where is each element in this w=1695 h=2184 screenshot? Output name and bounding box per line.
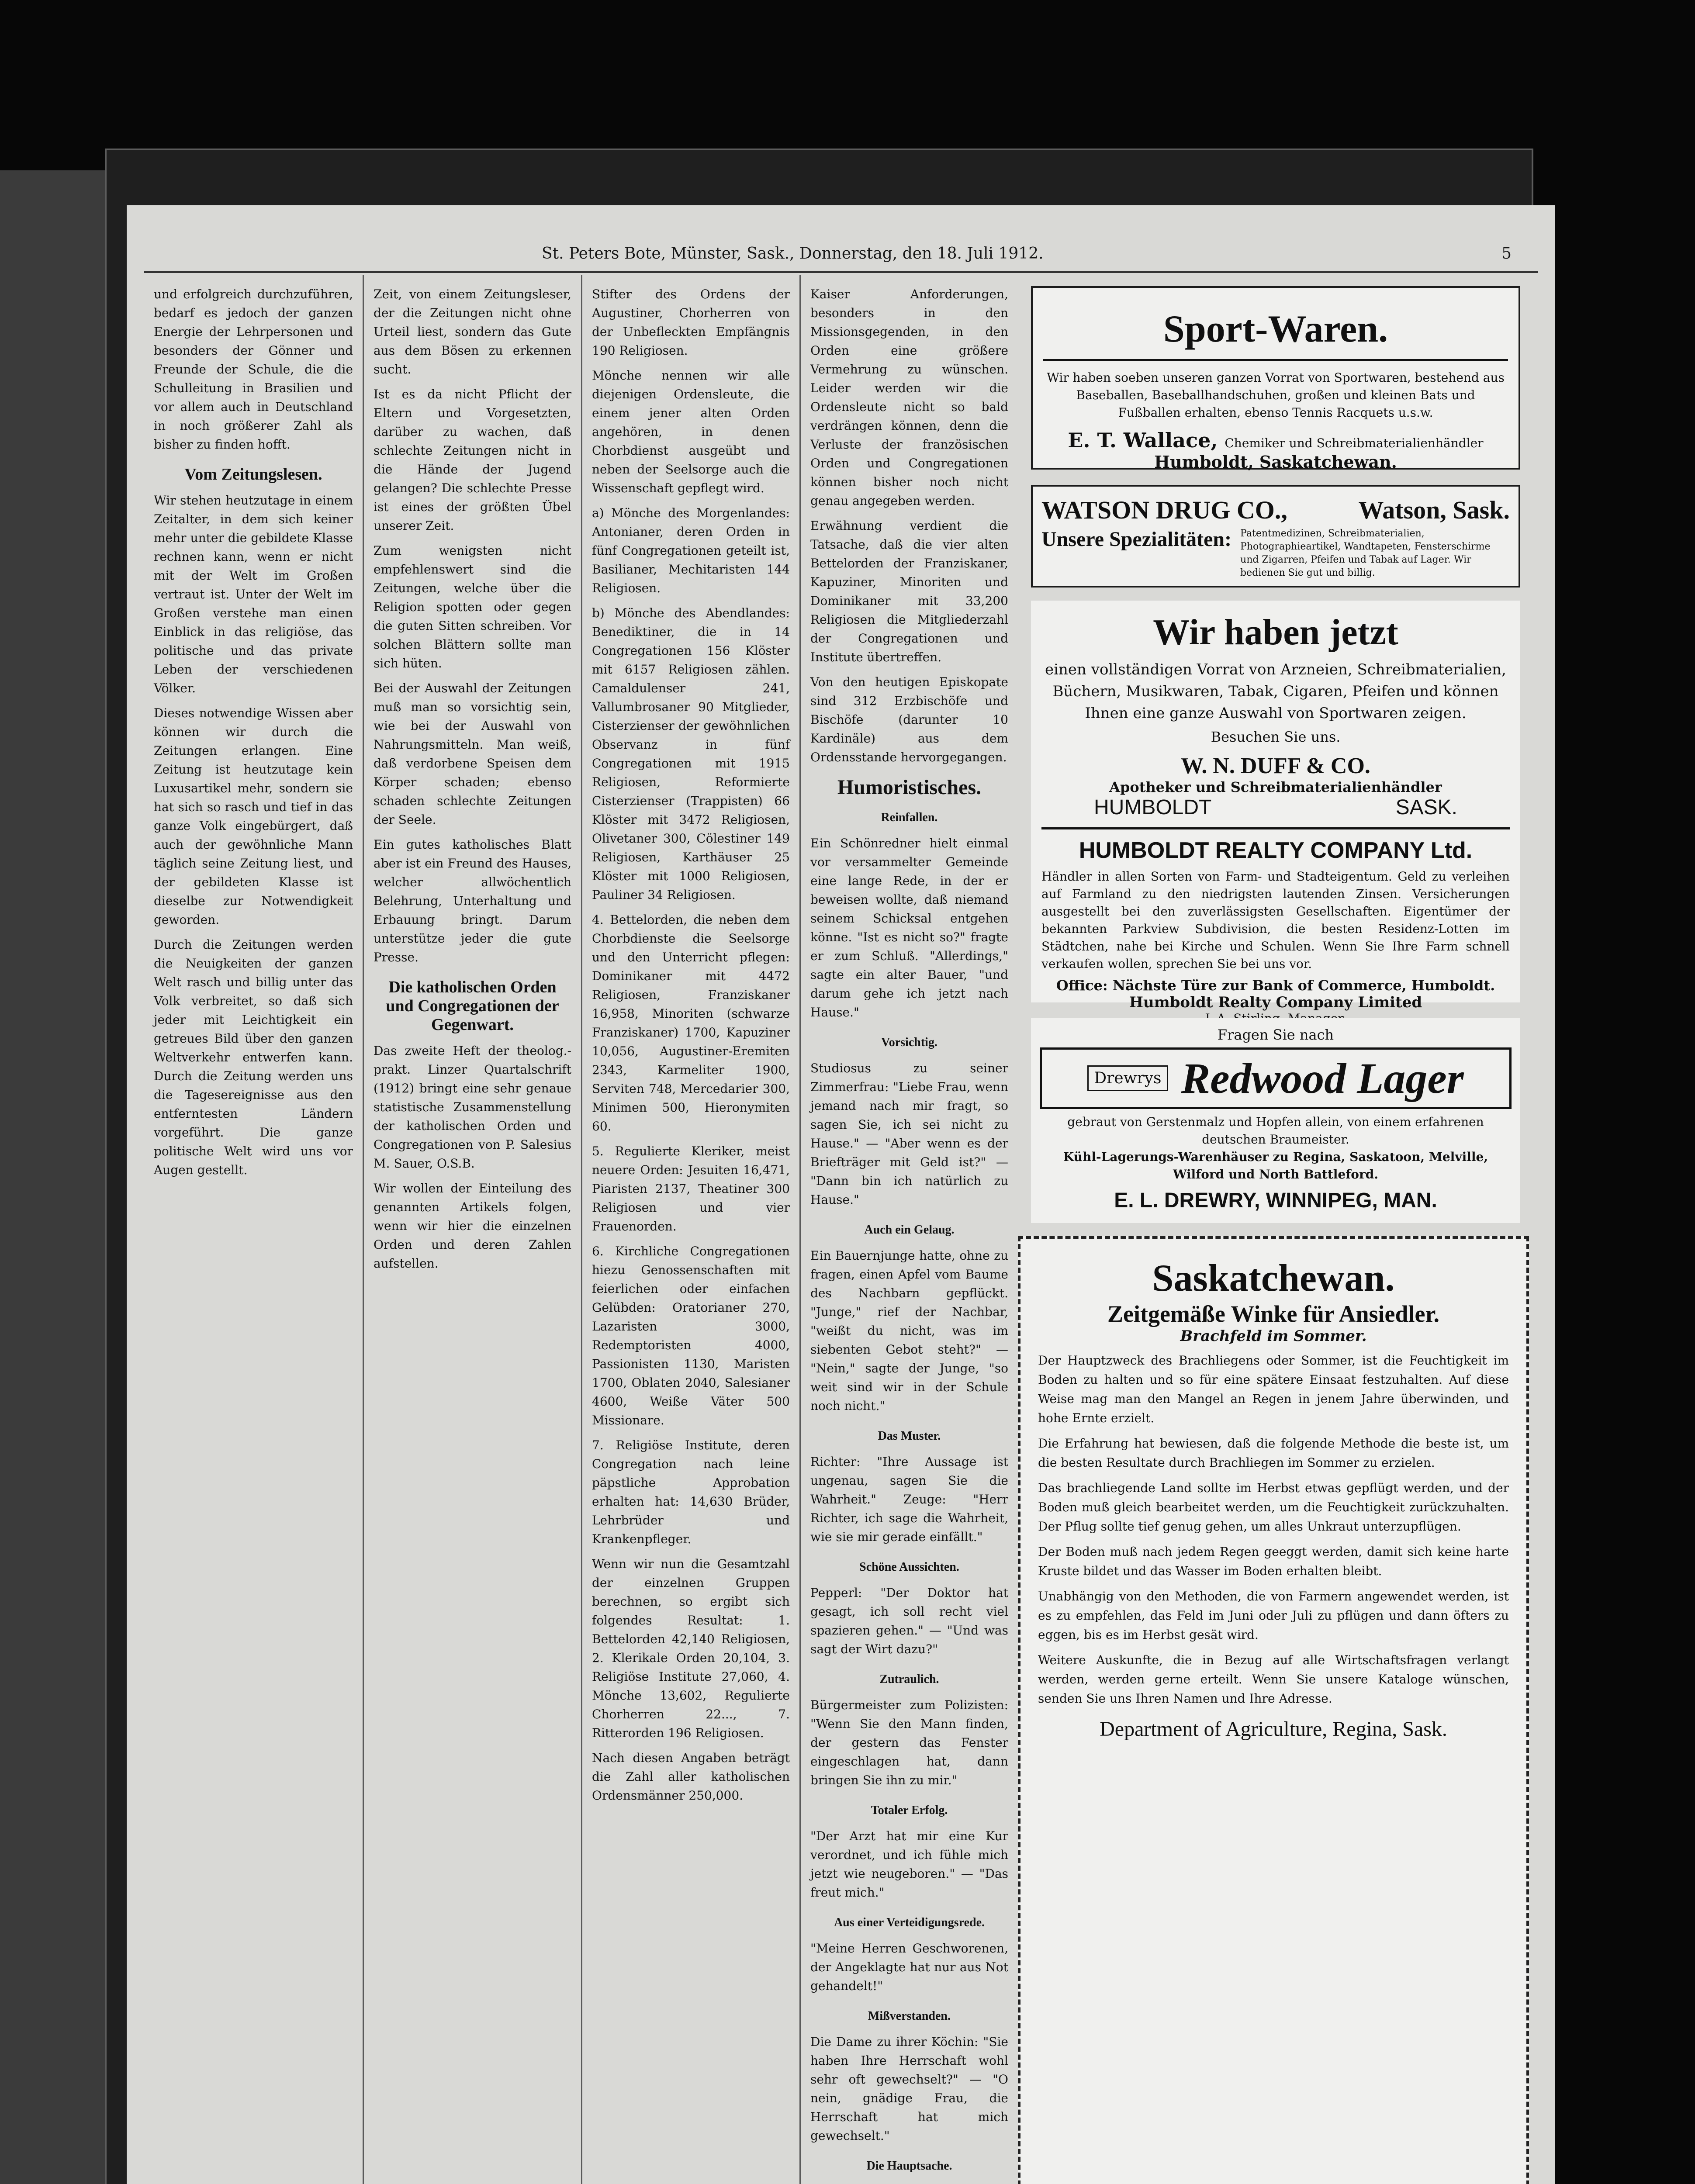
column-1 bbox=[144, 275, 363, 2184]
humor-item bbox=[810, 1427, 1008, 1546]
humor-item bbox=[810, 1670, 1008, 1790]
paragraph: Durch die Zeitungen werden die Neuigkeiten der ganzen Welt rasch und billig unter das Volk verbreitet, so daß sich jeder mit Leichtigkeit ein getreues Bild über den ganzen Weltverkehr entwerfen kann. Durch die Zeitung werden uns die Tagesereignisse aus den entferntesten Ländern vorgeführt. Die ganze politische Welt wird uns vor Augen gestellt. bbox=[154, 937, 353, 1177]
brand-name: Redwood Lager bbox=[1181, 1054, 1464, 1102]
paragraph: Bei der Auswahl der Zeitungen muß man so vorsichtig sein, wie bei der Auswahl von Nahrungsmitteln. Man weiß, daß verdorbene Speisen dem Körper schaden; ebenso schaden schlechte Zeitungen der Seele. bbox=[374, 681, 571, 827]
ad-title: Wir haben jetzt bbox=[1153, 612, 1398, 653]
humor-text: "Der Arzt hat mir eine Kur verordnet, und ich fühle mich jetzt wie neugeboren." — "Das freut mich." bbox=[810, 1829, 1008, 1900]
masthead: St. Peters Bote, Münster, Sask., Donnerstag, den 18. Juli 1912. bbox=[542, 244, 1044, 263]
merchant-name: E. T. Wallace, bbox=[1068, 429, 1218, 452]
section-heading: Die katholischen Orden und Congregationen der Gegenwart. bbox=[386, 978, 559, 1034]
merchant-name: W. N. DUFF & CO. bbox=[1181, 753, 1370, 778]
realty-company: Humboldt Realty Company Limited bbox=[1129, 994, 1422, 1011]
column-2 bbox=[363, 275, 581, 2184]
paragraph: Das brachliegende Land sollte im Herbst etwas gepflügt werden, und der Boden muß gleich bearbeitet werden, um die Feuchtigkeit zurückzuhalten. Der Pflug sollte tief genug gehen, um alles Unkraut unterzupflügen. bbox=[1038, 1481, 1509, 1534]
humor-title: Totaler Erfolg. bbox=[871, 1804, 948, 1817]
ad-body: Patentmedizinen, Schreibmaterialien, Photographieartikel, Wandtapeten, Fensterschirme und Zigarren, Pfeifen und Tabak auf Lager. Wir bedienen Sie gut und billig. bbox=[1240, 528, 1491, 578]
paragraph: Wenn wir nun die Gesamtzahl der einzelnen Gruppen berechnen, so ergibt sich folgendes Resultat: 1. Bettelorden 42,140 Religiosen, 2. Klerikale Orden 20,104, 3. Religiöse Institute 27,060, 4. Mönche 13,602, Regulierte Chorherren 22..., 7. Ritterorden 196 Religiosen. bbox=[592, 1557, 790, 1740]
paragraph: Erwähnung verdient die Tatsache, daß die vier alten Bettelorden der Franziskaner, Kapuziner, Minoriten und Dominikaner mit 33,200 Religiosen die Mitgliederzahl der Congregationen und Institute übertreffen. bbox=[810, 518, 1008, 664]
humor-title: Auch ein Gelaug. bbox=[864, 1223, 955, 1237]
humor-text bbox=[810, 2182, 1008, 2184]
ad-footer: E. L. DREWRY, WINNIPEG, MAN. bbox=[1114, 1189, 1437, 1212]
header-rule bbox=[144, 271, 1538, 273]
newspaper-page bbox=[127, 205, 1555, 2184]
humor-title: Vorsichtig. bbox=[881, 1036, 937, 1049]
ad-header-row bbox=[1041, 495, 1510, 525]
paragraph: Ist es da nicht Pflicht der Eltern und Vorgesetzten, darüber zu wachen, daß schlechte Zeitungen nicht in die Hände der Jugend gelangen? Die schlechte Presse ist eines der größten Übel unserer Zeit. bbox=[374, 387, 571, 533]
paragraph: Ein gutes katholisches Blatt aber ist ein Freund des Hauses, welcher allwöchentlich Belehrung, Unterhaltung und Erbauung bringt. Darum unterstütze jeder die gute Presse. bbox=[374, 837, 571, 964]
paragraph: Wir stehen heutzutage in einem Zeitalter, in dem sich keiner mehr unter die gebildete Klasse rechnen kann, wenn er nicht mit der Welt im Großen vertraut ist. Unter der Welt im Großen verstehe man einen Einblick in das religiöse, das politische und das private Leben der verschiedenen Völker. bbox=[154, 493, 353, 695]
humor-item bbox=[810, 1220, 1008, 1415]
realty-office: Office: Nächste Türe zur Bank of Commerce, Humboldt. bbox=[1056, 977, 1495, 994]
watson-drug-ad bbox=[1031, 485, 1520, 587]
paragraph: 6. Kirchliche Congregationen hiezu Genossenschaften mit feierlichen oder einfachen Gelübden: Oratorianer 270, Lazaristen 3000, Redemptoristen 4000, Passionisten 1130, Maristen 1700, Oblaten 2040, Salesianer 4600, Weiße Väter 500 Missionare. bbox=[592, 1244, 790, 1427]
merchant-role: Chemiker und Schreibmaterialienhändler bbox=[1225, 436, 1484, 450]
ad-location-row bbox=[1041, 795, 1510, 819]
ad-body bbox=[1038, 1351, 1509, 1708]
paragraph: b) Mönche des Abendlandes: Benediktiner, die in 14 Congregationen 156 Klöster mit 6157 Religiosen zählen. Camaldulenser 241, Vallumbrosaner 90 Mitglieder, Cisterzienser der gewöhnlichen Observanz in fünf Congregationen mit 1915 Religiosen, Reformierte Cisterzienser (Trappisten) 66 Klöster mit 3472 Religiosen, Olivetaner 300, Cölestiner 149 Religiosen, Karthäuser 25 Klöster mit 1000 Religiosen, Pauliner 34 Religiosen. bbox=[592, 606, 790, 902]
paragraph: Mönche nennen wir alle diejenigen Ordensleute, die einem jener alten Orden angehören, in denen Chorbdienst ausgeübt und neben der Seelsorge auch die Wissenschaft gepflegt wird. bbox=[592, 368, 790, 495]
humor-text: Ein Bauernjunge hatte, ohne zu fragen, einen Apfel vom Baume des Nachbarn gepflückt. "Junge," rief der Nachbar, "weißt du nicht, was im siebenten Gebot steht?" — "Nein," sagte der Junge, "so weit sind wir in der Schule noch nicht." bbox=[810, 1248, 1008, 1413]
paragraph: Zum wenigsten nicht empfehlenswert sind die Zeitungen, welche über die Religion spotten oder gegen die guten Sitten schreiben. Vor solchen Blättern sollte man sich hüten. bbox=[374, 543, 571, 670]
humor-title: Schöne Aussichten. bbox=[859, 1560, 959, 1574]
paragraph: Dieses notwendige Wissen aber können wir durch die Zeitungen erlangen. Eine Zeitung ist heutzutage kein Luxusartikel mehr, sondern sie hat sich so rasch und tief in das ganze Volk eingebürgert, daß auch der gewöhnliche Mann täglich seine Zeitung liest, und der gebildeten Klasse ist dieselbe zur Notwendigkeit geworden. bbox=[154, 706, 353, 927]
ad-warehouses: Kühl-Lagerungs-Warenhäuser zu Regina, Saskatoon, Melville, Wilford und North Battleford. bbox=[1063, 1150, 1488, 1182]
column-4 bbox=[799, 275, 1018, 2184]
company-location: Watson, Sask. bbox=[1358, 496, 1510, 524]
company-name: WATSON DRUG CO., bbox=[1041, 496, 1287, 524]
merchant-role: Apotheker und Schreibmaterialienhändler bbox=[1109, 779, 1442, 795]
humor-title: Die Hauptsache. bbox=[866, 2159, 952, 2173]
duff-co-ad bbox=[1031, 601, 1520, 1011]
column-3 bbox=[581, 275, 799, 2184]
paragraph: 7. Religiöse Institute, deren Congregation nach leine päpstliche Approbation erhalten hat: 14,630 Brüder, Lehrbrüder und Krankenpfleger. bbox=[592, 1438, 790, 1546]
page-header bbox=[170, 234, 1512, 273]
brand-box bbox=[1040, 1047, 1512, 1109]
paragraph: Der Boden muß nach jedem Regen geeggt werden, damit sich keine harte Kruste bildet und das Wasser im Boden erhalten bleibt. bbox=[1038, 1545, 1509, 1578]
page-number: 5 bbox=[1501, 244, 1512, 263]
ad-title: Saskatchewan. bbox=[1152, 1257, 1395, 1299]
paragraph: Der Hauptzweck des Brachliegens oder Sommer, ist die Feuchtigkeit im Boden zu halten und so für eine spätere Einsaat festzuhalten. Auf diese Weise mag man den Mangel an Regen in jenem Jahre überwinden, und hohe Ernte erzielt. bbox=[1038, 1353, 1509, 1425]
merchant-province: SASK. bbox=[1395, 796, 1457, 819]
ad-body: Wir haben soeben unseren ganzen Vorrat von Sportwaren, bestehend aus Baseballen, Baseballhandschuhen, großen und kleinen Bats und Fußballen erhalten, ebenso Tennis Racquets u.s.w. bbox=[1047, 370, 1505, 420]
saskatchewan-ad bbox=[1018, 1236, 1529, 2184]
ad-visit: Besuchen Sie uns. bbox=[1211, 729, 1341, 745]
ad-intro: Fragen Sie nach bbox=[1217, 1026, 1334, 1043]
humor-title: Reinfallen. bbox=[881, 811, 938, 824]
redwood-lager-ad bbox=[1031, 1018, 1520, 1223]
merchant-city: HUMBOLDT bbox=[1094, 796, 1212, 819]
paragraph: Die Erfahrung hat bewiesen, daß die folgende Methode die beste ist, um die besten Resultate durch Brachliegen im Sommer zu erzielen. bbox=[1038, 1436, 1509, 1470]
humor-text: Studiosus zu seiner Zimmerfrau: "Liebe Frau, wenn jemand nach mir fragt, so sagen Sie, ich sei nicht zu Hause." — "Aber wenn es der Briefträger mit Geld ist?" — "Dann bin ich natürlich zu Hause." bbox=[810, 1061, 1008, 1207]
humor-item bbox=[810, 1801, 1008, 1902]
sport-waren-ad bbox=[1031, 286, 1520, 470]
ad-subtitle: Zeitgemäße Winke für Ansiedler. bbox=[1107, 1301, 1440, 1327]
ad-subtitle: Unsere Spezialitäten: bbox=[1041, 528, 1232, 551]
paragraph: Von den heutigen Episkopate sind 312 Erzbischöfe und Bischöfe (darunter 10 Kardinäle) aus dem Ordensstande hervorgegangen. bbox=[810, 675, 1008, 764]
ad-footer: Department of Agriculture, Regina, Sask. bbox=[1100, 1717, 1447, 1741]
ad-rule bbox=[1041, 827, 1510, 829]
humor-item bbox=[810, 1558, 1008, 1659]
paragraph: 4. Bettelorden, die neben dem Chorbdienste die Seelsorge und den Unterricht pflegen: Dominikaner mit 4472 Religiosen, Franziskaner 16,958, Minoriten (schwarze Franziskaner) 1700, Kapuziner 10,056, Augustiner-Eremiten 2343, Karmeliter 1900, Serviten 748, Mercedarier 300, Minimen 500, Hieronymiten 60. bbox=[592, 912, 790, 1133]
realty-title: HUMBOLDT REALTY COMPANY Ltd. bbox=[1079, 838, 1473, 863]
humor-text: "Meine Herren Geschworenen, der Angeklagte hat nur aus Not gehandelt!" bbox=[810, 1941, 1008, 1993]
paragraph: Wir wollen der Einteilung des genannten Artikels folgen, wenn wir hier die einzelnen Orden und deren Zahlen aufstellen. bbox=[374, 1181, 571, 1271]
ad-place: Humboldt, Saskatchewan. bbox=[1154, 452, 1397, 472]
humor-item bbox=[810, 1913, 1008, 1995]
humor-text: Die Dame zu ihrer Köchin: "Sie haben Ihre Herrschaft wohl sehr oft gewechselt?" — "O nein, gnädige Frau, die Herrschaft hat mich gewechselt." bbox=[810, 2035, 1008, 2143]
paragraph: Stifter des Ordens der Augustiner, Chorherren von der Unbefleckten Empfängnis 190 Religiosen. bbox=[592, 287, 790, 358]
humor-text: Pepperl: "Der Doktor hat gesagt, ich soll recht viel spazieren gehen." — "Und was sagt der Wirt dazu?" bbox=[810, 1586, 1008, 1656]
ad-body: gebraut von Gerstenmalz und Hopfen allein, von einem erfahrenen deutschen Braumeister. bbox=[1067, 1115, 1484, 1147]
ad-body: einen vollständigen Vorrat von Arzneien, Schreibmaterialien, Büchern, Musikwaren, Tabak, Cigaren, Pfeifen und können Ihnen eine ganze Auswahl von Sportwaren zeigen. bbox=[1045, 661, 1506, 722]
ad-body-row bbox=[1041, 527, 1510, 580]
ad-rule bbox=[1043, 359, 1508, 361]
paragraph: Unabhängig von den Methoden, die von Farmern angewendet werden, ist es zu empfehlen, das Feld im Juni oder Juli zu pflügen und dann öfters zu eggen, bis es im Herbst gesät wird. bbox=[1038, 1589, 1509, 1642]
humor-title: Zutraulich. bbox=[879, 1673, 939, 1686]
brand-prefix: Drewrys bbox=[1087, 1065, 1168, 1091]
humor-text: Richter: "Ihre Aussage ist ungenau, sagen Sie die Wahrheit." Zeuge: "Herr Richter, ich sage die Wahrheit, wie sie mir gerade einfällt." bbox=[810, 1455, 1008, 1544]
humor-item bbox=[810, 1033, 1008, 1209]
ad-name bbox=[1043, 429, 1508, 452]
ad-title: Sport-Waren. bbox=[1163, 308, 1388, 350]
paragraph: 5. Regulierte Kleriker, meist neuere Orden: Jesuiten 16,471, Piaristen 2137, Theatiner 300 Religiosen und vier Frauenorden. bbox=[592, 1144, 790, 1234]
section-heading: Vom Zeitungslesen. bbox=[184, 465, 322, 484]
paragraph: a) Mönche des Morgenlandes: Antonianer, deren Orden in fünf Congregationen geteilt ist, Basilianer, Mechitaristen 144 Religiosen. bbox=[592, 506, 790, 595]
paragraph: Weitere Auskunfte, die in Bezug auf alle Wirtschaftsfragen verlangt werden, werden gerne erteilt. Wenn Sie unsere Kataloge wünschen, senden Sie uns Ihren Namen und Ihre Adresse. bbox=[1038, 1653, 1509, 1706]
paragraph: Das zweite Heft der theolog.-prakt. Linzer Quartalschrift (1912) bringt eine sehr genaue statistische Zusammenstellung der katholischen Orden und Congregationen von P. Salesius M. Sauer, O.S.B. bbox=[374, 1044, 571, 1171]
humor-item bbox=[810, 2156, 1008, 2184]
ad-subheading: Brachfeld im Sommer. bbox=[1180, 1327, 1367, 1345]
realty-body: Händler in allen Sorten von Farm- und Stadteigentum. Geld zu verleihen auf Farmland zu den niedrigsten lautenden Zinsen. Versicherungen ausgestellt bei den zuverlässigsten Gesellschaften. Eigentümer der bekannten Parkview Subdivision, die besten Residenz-Lotten im Städtchen, nahe bei Kirche und Schulen. Wenn Sie Ihre Farm schnell verkaufen wollen, sprechen Sie bei uns vor. bbox=[1041, 869, 1510, 971]
humor-title: Mißverstanden. bbox=[868, 2009, 951, 2023]
paragraph: Zeit, von einem Zeitungsleser, der die Zeitungen nicht ohne Urteil liest, sondern das Gute aus dem Bösen zu erkennen sucht. bbox=[374, 287, 571, 377]
section-heading: Humoristisches. bbox=[837, 776, 982, 799]
humor-item bbox=[810, 2007, 1008, 2145]
paragraph: Nach diesen Angaben beträgt die Zahl aller katholischen Ordensmänner 250,000. bbox=[592, 1751, 790, 1803]
humor-title: Aus einer Verteidigungsrede. bbox=[834, 1916, 985, 1929]
humor-item bbox=[810, 808, 1008, 1022]
paragraph: und erfolgreich durchzuführen, bedarf es jedoch der ganzen Energie der Lehrpersonen und besonders der Gönner und Freunde der Schule, die die Schulleitung in Brasilien und vor allem auch in Deutschland in noch größerer Zahl als bisher zu finden hofft. bbox=[154, 287, 353, 452]
paragraph: Kaiser Anforderungen, besonders in den Missionsgegenden, in den Orden eine größere Vermehrung zu wünschen. Leider werden wir die Ordensleute nicht so bald verdrängen können, denn die Verluste der französischen Orden und Congregationen können bisher noch nicht genau angegeben werden. bbox=[810, 287, 1008, 508]
humor-title: Das Muster. bbox=[878, 1429, 941, 1443]
humor-text: Bürgermeister zum Polizisten: "Wenn Sie den Mann finden, der gestern das Fenster eingeschlagen hat, dann bringen Sie ihn zu mir." bbox=[810, 1698, 1008, 1787]
humor-text: Ein Schönredner hielt einmal vor versammelter Gemeinde eine lange Rede, in der er beweisen wollte, daß niemand seinem Schicksal entgehen könne. "Ist es nicht so?" fragte er zum Schluß. "Allerdings," sagte ein alter Bauer, "und darum gehe ich jetzt nach Hause." bbox=[810, 836, 1008, 1019]
